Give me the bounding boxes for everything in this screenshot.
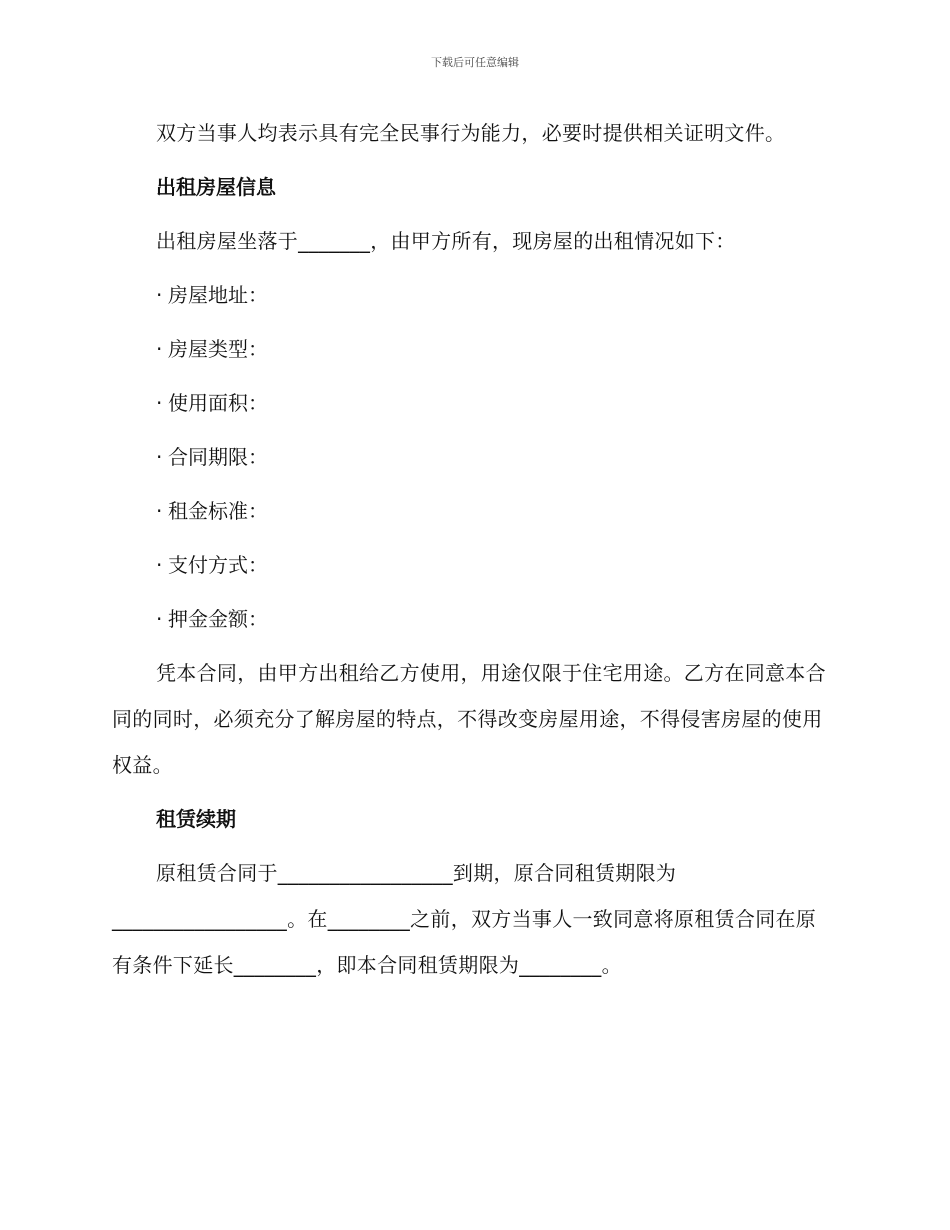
bullet-label: 房屋类型： [168, 337, 268, 361]
bullet-item [112, 488, 832, 534]
bullet-dot-icon: · [156, 283, 163, 307]
document-body [112, 110, 832, 996]
bullet-label: 使用面积： [168, 391, 268, 415]
bullet-label: 租金标准： [168, 499, 268, 523]
bullet-label: 合同期限： [168, 445, 268, 469]
bullet-dot-icon: · [156, 607, 163, 631]
bullet-dot-icon: · [156, 445, 163, 469]
bullet-item [112, 326, 832, 372]
usage-paragraph: 凭本合同，由甲方出租给乙方使用，用途仅限于住宅用途。乙方在同意本合同的同时，必须充分了解房屋的特点，不得改变房屋用途，不得侵害房屋的使用权益。 [112, 661, 826, 777]
bullet-dot-icon: · [156, 553, 163, 577]
bullet-item [112, 542, 832, 588]
bullet-label: 房屋地址： [168, 283, 268, 307]
section-heading-rental-info: 出租房屋信息 [156, 175, 276, 199]
renewal-paragraph: 原租赁合同于_________________到期，原合同租赁期限为_________________。在________之前，双方当事人一致同意将原租赁合同在原有条件下延长________，即本合同租赁期限为________。 [112, 861, 817, 977]
bullet-item [112, 272, 832, 318]
location-paragraph: 出租房屋坐落于_______，由甲方所有，现房屋的出租情况如下： [156, 229, 736, 253]
bullet-dot-icon: · [156, 499, 163, 523]
bullet-dot-icon: · [156, 337, 163, 361]
bullet-item [112, 596, 832, 642]
bullet-item [112, 434, 832, 480]
intro-paragraph: 双方当事人均表示具有完全民事行为能力，必要时提供相关证明文件。 [156, 121, 786, 145]
bullet-dot-icon: · [156, 391, 163, 415]
bullet-item [112, 380, 832, 426]
bullet-label: 支付方式： [168, 553, 268, 577]
header-note: 下载后可任意编辑 [431, 56, 519, 69]
bullet-label: 押金金额： [168, 607, 268, 631]
section-heading-renewal: 租赁续期 [156, 807, 236, 831]
